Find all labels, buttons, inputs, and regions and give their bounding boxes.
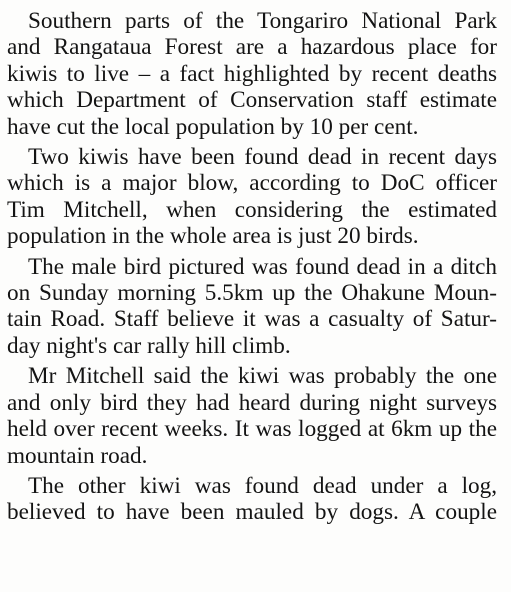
text-line: tain Road. Staff believe it was a casualty of Satur- <box>7 306 497 333</box>
text-line: and only bird they had heard during night surveys <box>7 389 497 416</box>
text-line: Southern parts of the Tongariro National Park <box>28 8 497 34</box>
text-line: which is a major blow, according to DoC officer <box>7 170 497 197</box>
text-line: population in the whole area is just 20 birds. <box>7 223 419 250</box>
paragraph-2 <box>7 144 497 250</box>
paragraph-3 <box>7 254 497 360</box>
paragraph-1 <box>7 8 497 140</box>
text-line: Mr Mitchell said the kiwi was probably the one <box>28 363 497 390</box>
text-line: day night's car rally hill climb. <box>7 332 291 359</box>
text-line: mountain road. <box>7 442 148 469</box>
text-line: on Sunday morning 5.5km up the Ohakune Moun- <box>7 280 497 307</box>
text-line: The male bird pictured was found dead in a ditch <box>28 253 497 280</box>
text-line: Tim Mitchell, when considering the estimated <box>7 196 497 223</box>
paragraph-4 <box>7 363 497 469</box>
text-line: which Department of Conservation staff estimate <box>7 87 497 114</box>
paragraph-5 <box>7 473 497 526</box>
text-line: The other kiwi was found dead under a log, <box>28 472 497 499</box>
text-line: held over recent weeks. It was logged at 6km up the <box>7 416 497 443</box>
text-line: believed to have been mauled by dogs. A couple <box>7 499 497 526</box>
text-line: have cut the local population by 10 per cent. <box>7 113 419 140</box>
text-line: Two kiwis have been found dead in recent days <box>28 144 497 171</box>
text-line: kiwis to live – a fact highlighted by recent deaths <box>7 60 497 87</box>
text-line: and Rangataua Forest are a hazardous place for <box>7 34 497 61</box>
article-body <box>7 8 497 530</box>
